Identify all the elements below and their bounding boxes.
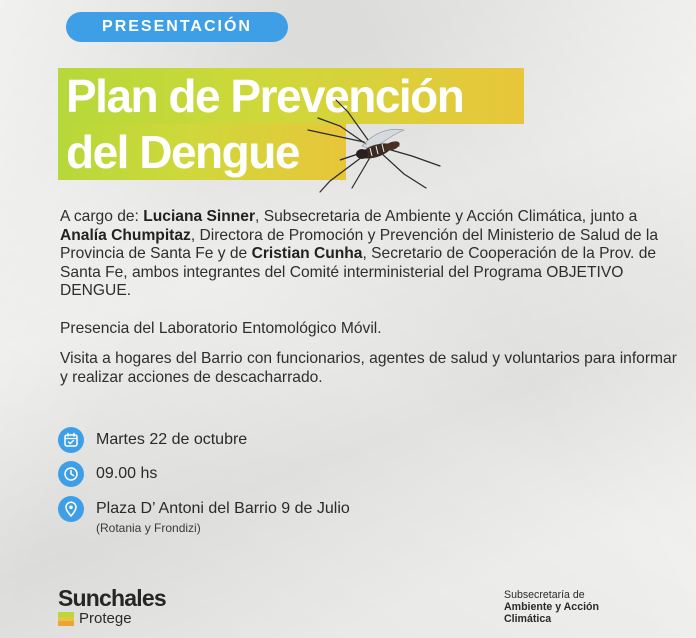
name-analia-chumpitaz: Analía Chumpitaz: [60, 226, 191, 244]
title-line-1: [58, 68, 524, 124]
logo-main-text: Sunchales: [58, 585, 166, 611]
clock-icon: [58, 461, 84, 487]
sunchales-logo: [58, 586, 166, 627]
subsecretaria-label: Subsecretaría de Ambiente y Acción Climática: [504, 589, 599, 625]
logo-sub-text: Protege: [79, 610, 132, 627]
event-date-row: [58, 427, 247, 453]
mosquito-illustration: [300, 96, 450, 196]
organizers-description: A cargo de: Luciana Sinner, Subsecretaria de Ambiente y Acción Climática, junto a Analía Chumpitaz, Directora de Promoción y Prevención del Ministerio de Salud de la Provincia de Santa Fe y de Cristian Cunha, Secretario de Cooperación de la Prov. de Santa Fe, ambos integrantes del Comité interministerial del Programa OBJETIVO DENGUE.: [60, 208, 659, 300]
name-luciana-sinner: Luciana Sinner: [143, 208, 256, 225]
event-place-detail: (Rotania y Frondizi): [96, 521, 201, 535]
event-place-name: Plaza D’ Antoni del Barrio 9 de Julio: [96, 500, 350, 517]
event-date: Martes 22 de octubre: [96, 431, 248, 448]
event-place: [96, 496, 350, 537]
event-time-row: [58, 461, 157, 487]
title-text-2: del Dengue: [66, 126, 299, 178]
visits-paragraph: Visita a hogares del Barrio con funcionarios, agentes de salud y voluntarios para informar y realizar acciones de descacharrado.: [60, 350, 677, 386]
lab-paragraph: Presencia del Laboratorio Entomológico Móvil.: [60, 320, 382, 337]
badge-label: PRESENTACIÓN: [102, 18, 252, 35]
event-time: 09.00 hs: [96, 465, 158, 482]
logo-stripes-icon: [58, 612, 74, 626]
presentation-badge: [66, 12, 288, 42]
calendar-icon: [58, 427, 84, 453]
event-place-row: [58, 496, 350, 537]
name-cristian-cunha: Cristian Cunha: [251, 245, 363, 263]
title-text-1: Plan de Prevención: [66, 70, 464, 122]
location-pin-icon: [58, 496, 84, 522]
